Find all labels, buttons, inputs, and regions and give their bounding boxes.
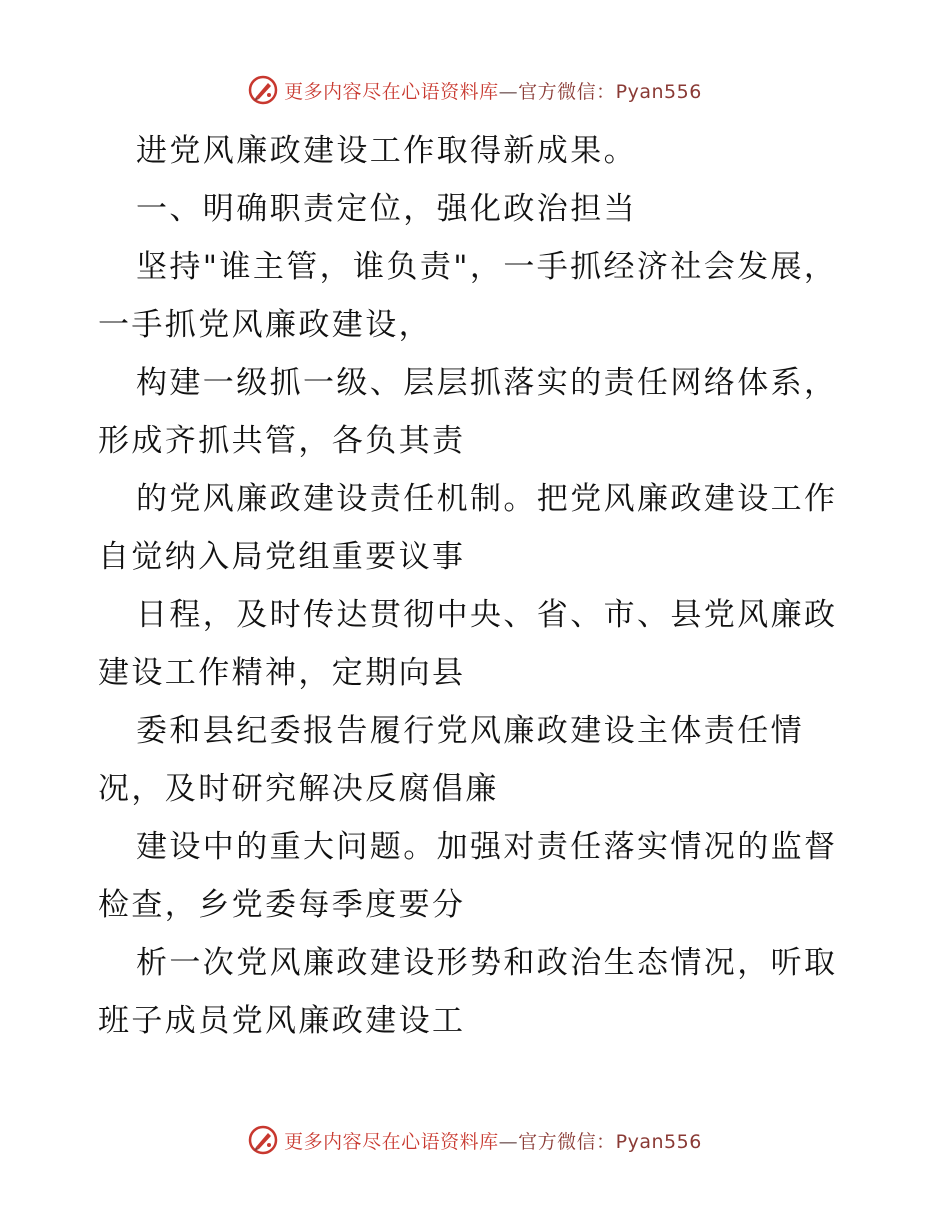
text-line: 的党风廉政建设责任机制。把党风廉政建设工作 bbox=[136, 481, 838, 517]
text-line: 进党风廉政建设工作取得新成果。 bbox=[136, 133, 637, 169]
banner-contact-text: 官方微信：Pyan556 bbox=[518, 80, 702, 103]
text-line: 班子成员党风廉政建设工 bbox=[98, 1003, 466, 1039]
text-line: 况，及时研究解决反腐倡廉 bbox=[98, 771, 499, 807]
text-line: 一、明确职责定位，强化政治担当 bbox=[136, 191, 637, 227]
document-body bbox=[98, 122, 858, 1050]
text-line: 检查，乡党委每季度要分 bbox=[98, 887, 466, 923]
banner-contact-text: 官方微信：Pyan556 bbox=[518, 1130, 702, 1153]
banner-separator: — bbox=[498, 1130, 519, 1153]
banner-separator: — bbox=[498, 80, 519, 103]
text-line: 构建一级抓一级、层层抓落实的责任网络体系， bbox=[136, 365, 838, 401]
text-line: 析一次党风廉政建设形势和政治生态情况，听取 bbox=[136, 945, 838, 981]
text-line: 建设中的重大问题。加强对责任落实情况的监督 bbox=[136, 829, 838, 865]
banner-site-text: 更多内容尽在心语资料库 bbox=[284, 80, 499, 103]
text-line: 建设工作精神，定期向县 bbox=[98, 655, 466, 691]
text-line: 日程，及时传达贯彻中央、省、市、县党风廉政 bbox=[136, 597, 838, 633]
quill-pen-logo-icon bbox=[248, 75, 278, 105]
text-line: 自觉纳入局党组重要议事 bbox=[98, 539, 466, 575]
text-line: 坚持"谁主管，谁负责"，一手抓经济社会发展， bbox=[136, 249, 838, 285]
banner-site-text: 更多内容尽在心语资料库 bbox=[284, 1130, 499, 1153]
quill-pen-logo-icon bbox=[248, 1125, 278, 1155]
text-line: 一手抓党风廉政建设， bbox=[98, 307, 432, 343]
text-line: 委和县纪委报告履行党风廉政建设主体责任情 bbox=[136, 713, 804, 749]
footer-watermark-banner bbox=[0, 1120, 950, 1160]
text-line: 形成齐抓共管，各负其责 bbox=[98, 423, 466, 459]
header-watermark-banner bbox=[0, 70, 950, 110]
